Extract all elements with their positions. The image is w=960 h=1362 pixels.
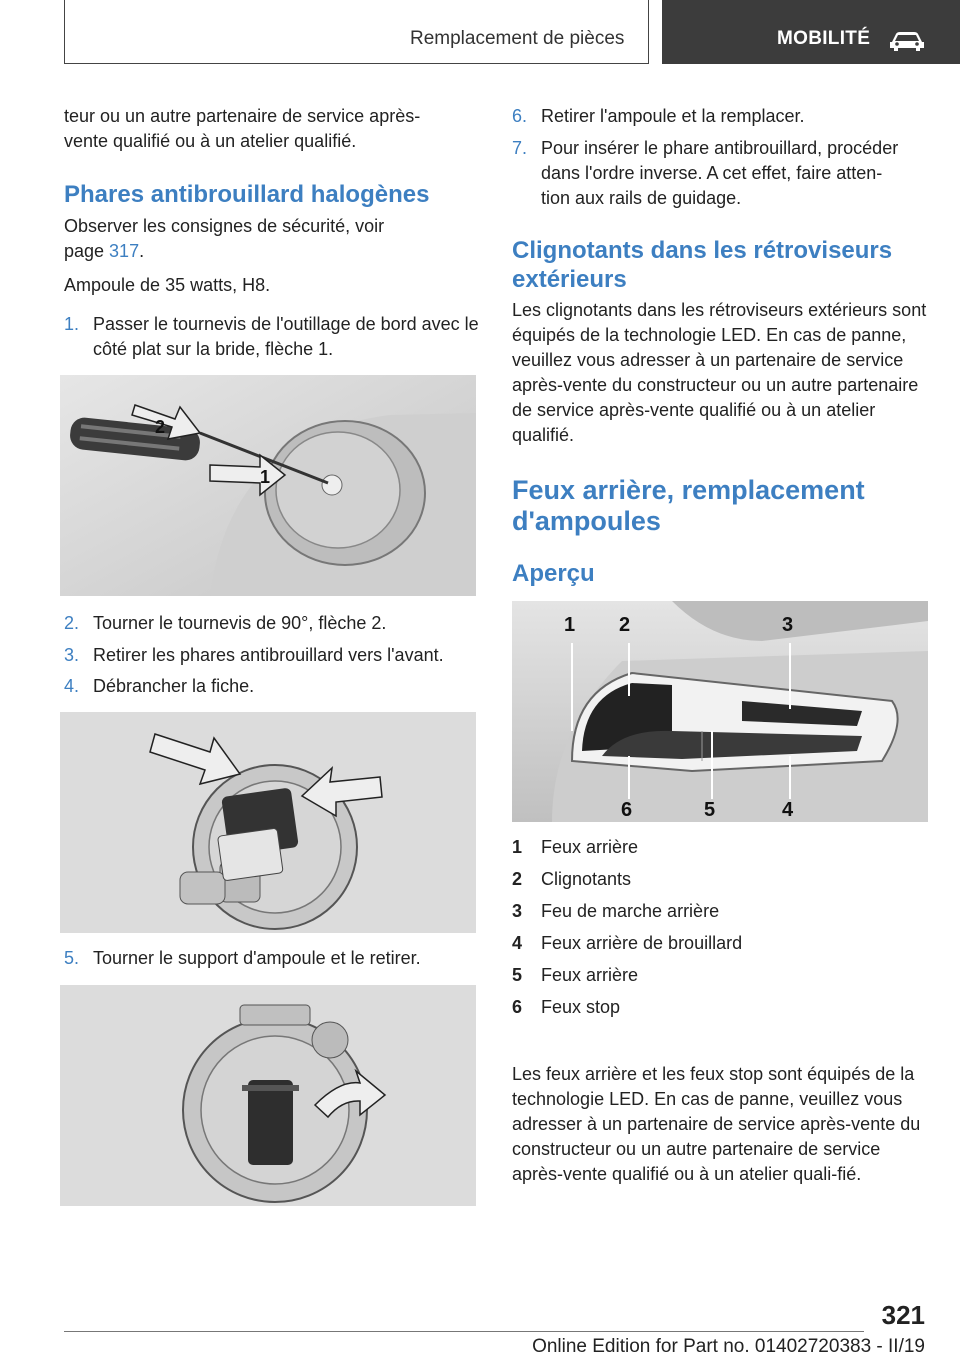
bulb-spec: Ampoule de 35 watts, H8. xyxy=(64,275,271,295)
screwdriver-illustration xyxy=(60,375,476,596)
fig-label-3: 3 xyxy=(782,614,794,636)
figure-screwdriver xyxy=(60,375,476,596)
tail-lights-illustration xyxy=(512,601,928,822)
figure-plug xyxy=(60,712,476,933)
heading-mirror-indicators: Clignotants dans les rétroviseurs extérieurs xyxy=(512,237,893,293)
footer-edition: Online Edition for Part no. 01402720383 - II/19 xyxy=(532,1336,925,1357)
legend-item-6: 6 Feux stop xyxy=(512,997,621,1017)
fig-label-4: 4 xyxy=(782,799,794,821)
legend-item-4: 4 Feux arrière de brouillard xyxy=(512,933,743,953)
legend-item-2: 2 Clignotants xyxy=(512,869,632,889)
step-3: 3. Retirer les phares antibrouillard vers l'avant. xyxy=(64,645,444,665)
rear-lights-paragraph: Les feux arrière et les feux stop sont équipés de la technologie LED. En cas de panne, veuillez vous adresser à un partenaire de service après-vente du constructeur ou un autre partenaire de service après-vente qualifié ou à un atelier quali-fié. xyxy=(512,1064,921,1184)
step-6: 6. Retirer l'ampoule et la remplacer. xyxy=(512,106,805,126)
arrow-label-2: 2 xyxy=(155,417,166,437)
figure-bulb-holder xyxy=(60,985,476,1206)
legend-item-3: 3 Feu de marche arrière xyxy=(512,901,720,921)
heading-fog-lights: Phares antibrouillard halogènes xyxy=(64,181,430,208)
step-1 xyxy=(64,312,484,364)
step-4: 4. Débrancher la fiche. xyxy=(64,676,255,696)
step-5: 5. Tourner le support d'ampoule et le retirer. xyxy=(64,948,421,968)
header-section-title: Remplacement de pièces xyxy=(410,28,625,49)
fig-label-6: 6 xyxy=(621,799,633,821)
fig-label-5: 5 xyxy=(704,799,716,821)
page-link-317[interactable]: 317 xyxy=(109,241,140,261)
header-tab-label: MOBILITÉ xyxy=(777,28,871,49)
safety-paragraph: Observer les consignes de sécurité, voir page 317. xyxy=(64,216,385,261)
car-icon xyxy=(888,30,926,52)
step-7: 7. Pour insérer le phare antibrouillard, procéder dans l'ordre inverse. A cet effet, faire atten-tion aux rails de guidage. xyxy=(512,138,899,208)
step-2: 2. Tourner le tournevis de 90°, flèche 2. xyxy=(64,613,387,633)
plug-illustration xyxy=(60,712,476,933)
fig-label-2: 2 xyxy=(619,614,631,636)
heading-rear-lights: Feux arrière, remplacement d'ampoules xyxy=(512,475,865,536)
legend-item-5: 5 Feux arrière xyxy=(512,965,639,985)
step-number: 1. xyxy=(64,314,80,334)
fig-label-1: 1 xyxy=(564,614,576,636)
page-number: 321 xyxy=(881,1300,925,1330)
intro-paragraph: teur ou un autre partenaire de service après-vente qualifié ou à un atelier qualifié. xyxy=(64,106,421,151)
bulb-holder-illustration xyxy=(60,985,476,1206)
arrow-label-1: 1 xyxy=(260,467,271,487)
figure-tail-lights xyxy=(512,601,928,822)
heading-overview: Aperçu xyxy=(512,560,595,587)
footer-divider xyxy=(64,1331,864,1332)
step-text: Passer le tournevis de l'outillage de bord avec le côté plat sur la bride, flèche 1. xyxy=(93,314,479,359)
header-tab-mobilite[interactable] xyxy=(662,0,960,64)
mirror-indicators-paragraph: Les clignotants dans les rétroviseurs extérieurs sont équipés de la technologie LED. En cas de panne, veuillez vous adresser à un partenaire de service après-vente du constructeur ou un autre partenaire de service après-vente qualifié ou à un atelier qualifié. xyxy=(512,300,927,445)
legend-item-1: 1 Feux arrière xyxy=(512,837,639,857)
